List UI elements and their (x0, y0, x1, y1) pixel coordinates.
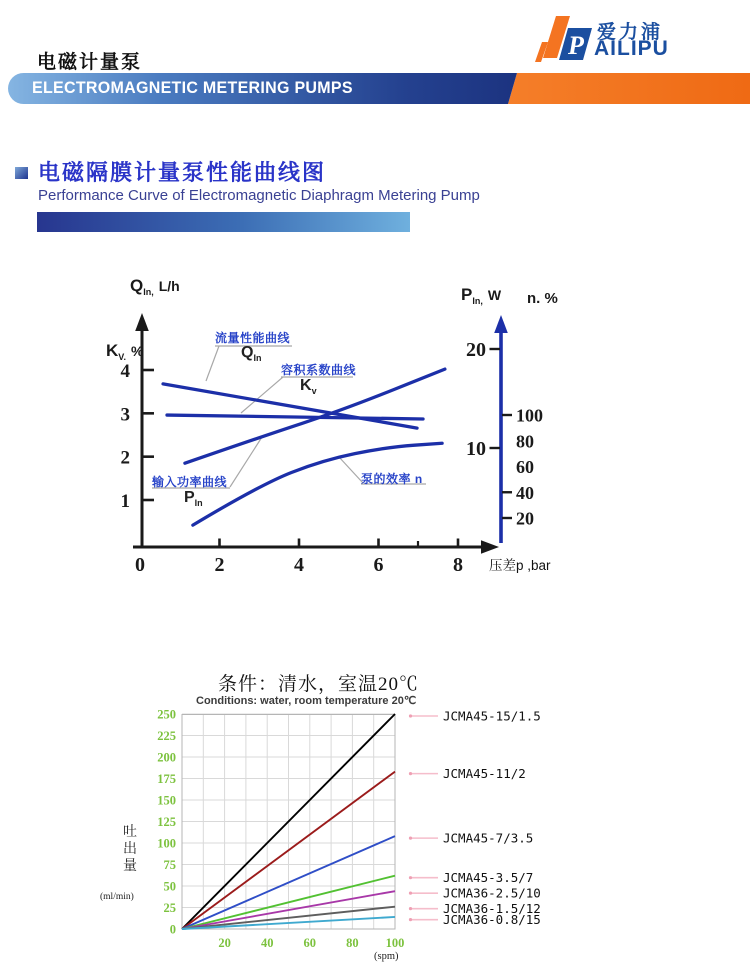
qin-symbol: Q (130, 276, 144, 295)
legend-label-JCMA36-0.8/15: JCMA36-0.8/15 (443, 912, 541, 928)
legend-leader-dot-icon (409, 892, 412, 895)
svg-text:125: 125 (157, 815, 176, 829)
legend-leader-dot-icon (409, 837, 412, 840)
legend-leader-dot-icon (409, 907, 412, 910)
legend-label-JCMA45-11/2: JCMA45-11/2 (443, 766, 526, 782)
svg-text:150: 150 (157, 793, 176, 808)
svg-text:40: 40 (516, 482, 534, 503)
curve-volumetric (167, 415, 423, 419)
svg-text:25: 25 (163, 901, 176, 915)
legend-label-JCMA36-1.5/12: JCMA36-1.5/12 (443, 901, 541, 917)
kv-symbol: K (106, 341, 119, 360)
chart1-x-axis-label: 压差p ,bar (489, 558, 551, 573)
svg-text:10: 10 (466, 438, 486, 460)
svg-text:225: 225 (157, 729, 176, 743)
chart1-performance-curves (121, 313, 544, 576)
svg-text:1: 1 (120, 491, 130, 512)
svg-text:100: 100 (157, 836, 176, 851)
chart2-x-axis-unit: (spm) (374, 951, 399, 962)
legend-label-JCMA45-7/3.5: JCMA45-7/3.5 (443, 830, 534, 846)
chart1-kv-axis-title: $K_{V.}$ % (106, 341, 144, 363)
svg-text:2: 2 (214, 554, 225, 576)
chart1-left-axis-title: $Q_{In,}$ L/h (130, 276, 180, 298)
annotation-efficiency-curve: 泵的效率 n (361, 472, 423, 486)
svg-text:80: 80 (516, 431, 534, 452)
svg-text:20: 20 (466, 339, 486, 361)
svg-text:75: 75 (163, 858, 176, 872)
annotation-flow-curve: 流量性能曲线 (215, 331, 291, 345)
chart1-pct-axis-title: n. % (527, 290, 558, 307)
section-title-cn: 电磁隔膜计量泵性能曲线图 (38, 160, 327, 185)
logo-name-en: AILIPU (594, 37, 669, 60)
right-axis-arrow-icon (494, 315, 508, 333)
svg-text:175: 175 (157, 772, 176, 786)
section-title-en: Performance Curve of Electromagnetic Diaphragm Metering Pump (38, 187, 480, 204)
legend-leader-dot-icon (409, 918, 412, 921)
chart2-y-axis-label: 吐出量 (123, 825, 137, 874)
svg-text:100: 100 (385, 936, 405, 950)
x-axis-arrow-icon (481, 540, 499, 554)
svg-text:6: 6 (373, 554, 384, 576)
legend-label-JCMA45-3.5/7: JCMA45-3.5/7 (443, 870, 534, 886)
logo-name-cn: 爱力浦 (597, 22, 664, 43)
svg-text:200: 200 (157, 750, 176, 765)
y-axis-arrow-icon (135, 313, 149, 331)
svg-text:20: 20 (218, 936, 231, 950)
curve-flow (163, 384, 417, 428)
annotation-volumetric-symbol: $K_v$ (300, 377, 317, 397)
annotation-volumetric-curve: 容积系数曲线 (281, 363, 357, 377)
chart2-y-axis-unit: (ml/min) (100, 892, 134, 902)
page-title: 电磁计量泵 (37, 52, 143, 73)
annotation-power-curve: 输入功率曲线 (152, 475, 228, 489)
chart2-subtitle: Conditions: water, room temperature 20℃ (196, 695, 417, 707)
svg-text:0: 0 (169, 922, 176, 937)
svg-text:250: 250 (157, 707, 176, 722)
legend-leader-dot-icon (409, 876, 412, 879)
svg-text:3: 3 (120, 404, 130, 426)
svg-text:8: 8 (453, 554, 463, 576)
svg-text:100: 100 (516, 405, 543, 426)
svg-text:60: 60 (303, 936, 317, 950)
annotation-power-symbol: $P_{In}$ (184, 489, 203, 509)
chart2-flow-vs-spm (157, 708, 541, 951)
svg-text:4: 4 (294, 554, 304, 576)
svg-text:60: 60 (516, 457, 534, 477)
svg-text:4: 4 (120, 361, 130, 383)
banner-title: ELECTROMAGNETIC METERING PUMPS (32, 79, 353, 97)
legend-leader-dot-icon (409, 772, 412, 775)
svg-text:80: 80 (346, 936, 359, 950)
svg-text:0: 0 (135, 554, 145, 576)
svg-text:50: 50 (163, 879, 176, 894)
chart1-right-axis-title: $P_{In,}$ W (461, 285, 502, 307)
chart2-title: 条件：清水，室温20℃ (218, 674, 420, 695)
svg-text:20: 20 (516, 508, 534, 529)
annotation-flow-symbol: $Q_{In}$ (241, 344, 262, 364)
legend-label-JCMA45-15/1.5: JCMA45-15/1.5 (443, 708, 541, 724)
logo-letter: P (568, 31, 584, 60)
svg-text:2: 2 (120, 447, 130, 469)
pin-symbol: P (461, 285, 473, 304)
legend-label-JCMA36-2.5/10: JCMA36-2.5/10 (443, 885, 541, 901)
legend-leader-dot-icon (409, 714, 412, 717)
svg-text:40: 40 (260, 936, 274, 950)
